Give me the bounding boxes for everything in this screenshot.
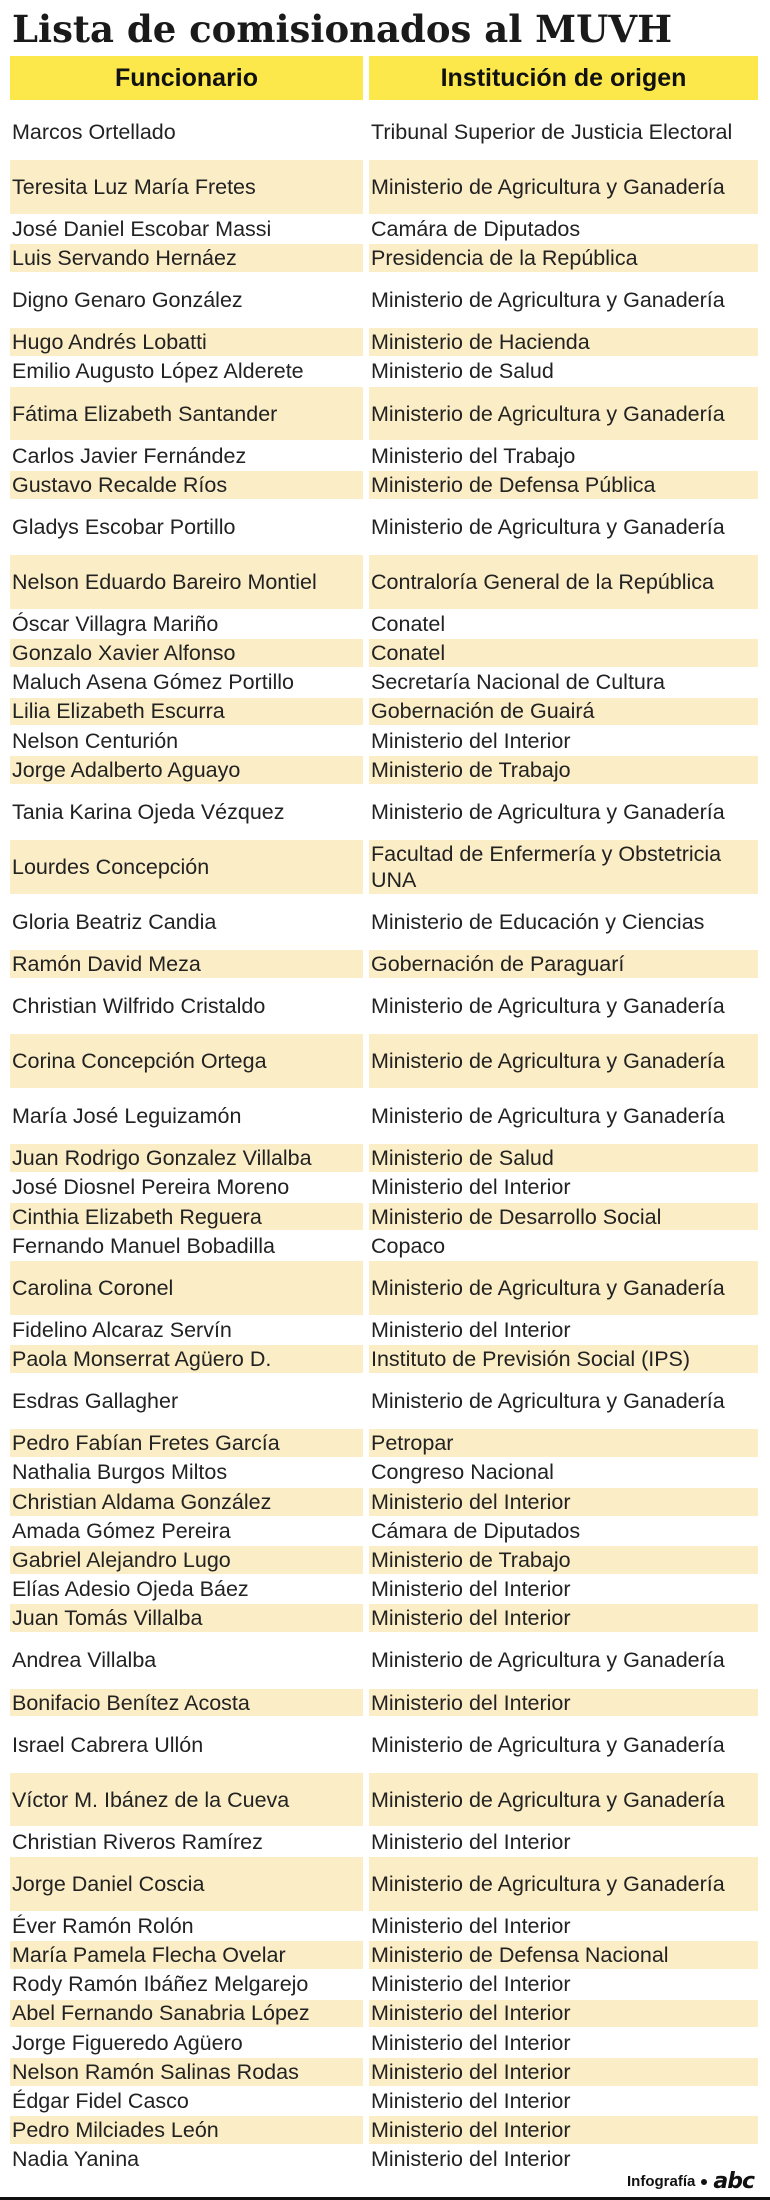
institution-cell: Conatel bbox=[369, 639, 758, 667]
official-name-cell: Ramón David Meza bbox=[10, 950, 363, 978]
table-row bbox=[10, 1604, 758, 1632]
table-row bbox=[10, 840, 758, 894]
table-header bbox=[10, 56, 758, 100]
table-row bbox=[10, 1203, 758, 1231]
table-row bbox=[10, 1173, 758, 1201]
official-name-cell: Gloria Beatriz Candia bbox=[12, 909, 217, 934]
table-row bbox=[10, 555, 758, 609]
table-row bbox=[10, 1689, 758, 1717]
official-name-cell: Emilio Augusto López Alderete bbox=[12, 359, 304, 384]
official-name-cell: Maluch Asena Gómez Portillo bbox=[12, 670, 295, 695]
table-row bbox=[10, 1261, 758, 1315]
official-name-cell: José Daniel Escobar Massi bbox=[12, 216, 272, 241]
institution-cell: Ministerio de Salud bbox=[371, 359, 554, 384]
institution-cell: Ministerio de Agricultura y Ganadería bbox=[369, 1773, 758, 1827]
institution-cell: Ministerio de Agricultura y Ganadería bbox=[369, 1857, 758, 1911]
official-name-cell: Israel Cabrera Ullón bbox=[12, 1732, 204, 1757]
table-row bbox=[10, 273, 758, 327]
table-row bbox=[10, 1374, 758, 1428]
institution-cell: Ministerio del Interior bbox=[371, 1913, 571, 1938]
table-row bbox=[10, 727, 758, 755]
institution-cell: Ministerio de Agricultura y Ganadería bbox=[371, 514, 725, 539]
institution-cell: Ministerio de Agricultura y Ganadería bbox=[371, 288, 725, 313]
official-name-cell: Pedro Fabían Fretes García bbox=[10, 1429, 363, 1457]
column-header-official: Funcionario bbox=[10, 56, 363, 100]
institution-cell: Ministerio del Trabajo bbox=[371, 443, 576, 468]
table-row bbox=[10, 2029, 758, 2057]
table-row bbox=[10, 2116, 758, 2144]
institution-cell: Ministerio de Agricultura y Ganadería bbox=[371, 994, 725, 1019]
abc-logo: abc bbox=[713, 2169, 754, 2194]
table-row bbox=[10, 668, 758, 696]
institution-cell: Contraloría General de la República bbox=[369, 555, 758, 609]
institution-cell: Camára de Diputados bbox=[371, 216, 581, 241]
official-name-cell: Juan Rodrigo Gonzalez Villalba bbox=[10, 1144, 363, 1172]
table-row bbox=[10, 610, 758, 638]
official-name-cell: Gladys Escobar Portillo bbox=[12, 514, 236, 539]
institution-cell: Ministerio de Agricultura y Ganadería bbox=[371, 1732, 725, 1757]
table-row bbox=[10, 442, 758, 470]
official-name-cell: Rody Ramón Ibáñez Melgarejo bbox=[12, 1972, 309, 1997]
official-name-cell: Marcos Ortellado bbox=[12, 119, 176, 144]
table-row bbox=[10, 160, 758, 214]
table-row bbox=[10, 1089, 758, 1143]
institution-cell: Ministerio de Trabajo bbox=[369, 756, 758, 784]
official-name-cell: Christian Riveros Ramírez bbox=[12, 1829, 263, 1854]
table-row bbox=[10, 1034, 758, 1088]
table-row bbox=[10, 387, 758, 441]
table-row bbox=[10, 950, 758, 978]
column-header-institution: Institución de origen bbox=[369, 56, 758, 100]
official-name-cell: Amada Gómez Pereira bbox=[12, 1518, 231, 1543]
institution-cell: Ministerio de Defensa Nacional bbox=[369, 1941, 758, 1969]
table-row bbox=[10, 1575, 758, 1603]
official-name-cell: Corina Concepción Ortega bbox=[10, 1034, 363, 1088]
official-name-cell: Elías Adesio Ojeda Báez bbox=[12, 1577, 249, 1602]
institution-cell: Ministerio del Interior bbox=[369, 1488, 758, 1516]
official-name-cell: Hugo Andrés Lobatti bbox=[10, 328, 363, 356]
institution-cell: Ministerio de Educación y Ciencias bbox=[371, 909, 705, 934]
institution-cell: Ministerio de Agricultura y Ganadería bbox=[371, 1104, 725, 1129]
official-name-cell: Carlos Javier Fernández bbox=[12, 443, 247, 468]
table-row bbox=[10, 328, 758, 356]
table-row bbox=[10, 1941, 758, 1969]
institution-cell: Presidencia de la República bbox=[369, 244, 758, 272]
official-name-cell: Andrea Villalba bbox=[12, 1648, 157, 1673]
institution-cell: Facultad de Enfermería y Obstetricia UNA bbox=[369, 840, 758, 894]
table-row bbox=[10, 1345, 758, 1373]
institution-cell: Ministerio del Interior bbox=[371, 2030, 571, 2055]
page-title: Lista de comisionados al MUVH bbox=[12, 7, 673, 51]
official-name-cell: Nelson Eduardo Bareiro Montiel bbox=[10, 555, 363, 609]
institution-cell: Ministerio de Trabajo bbox=[369, 1546, 758, 1574]
official-name-cell: Óscar Villagra Mariño bbox=[12, 611, 219, 636]
institution-cell: Ministerio de Agricultura y Ganadería bbox=[371, 1389, 725, 1414]
official-name-cell: Nelson Centurión bbox=[12, 728, 179, 753]
table-row bbox=[10, 2058, 758, 2086]
institution-cell: Congreso Nacional bbox=[371, 1460, 554, 1485]
institution-cell: Copaco bbox=[371, 1233, 446, 1258]
institution-cell: Ministerio de Hacienda bbox=[369, 328, 758, 356]
table-row bbox=[10, 1144, 758, 1172]
institution-cell: Ministerio del Interior bbox=[369, 1689, 758, 1717]
official-name-cell: Éver Ramón Rolón bbox=[12, 1913, 194, 1938]
table-row bbox=[10, 1718, 758, 1772]
table-row bbox=[10, 244, 758, 272]
table-row bbox=[10, 105, 758, 159]
institution-cell: Ministerio de Desarrollo Social bbox=[369, 1203, 758, 1231]
table-row bbox=[10, 1970, 758, 1998]
table-row bbox=[10, 639, 758, 667]
institution-cell: Gobernación de Paraguarí bbox=[369, 950, 758, 978]
table-row bbox=[10, 979, 758, 1033]
institution-cell: Ministerio de Agricultura y Ganadería bbox=[369, 387, 758, 441]
table-row bbox=[10, 1634, 758, 1688]
table-row bbox=[10, 2000, 758, 2028]
official-name-cell: Nelson Ramón Salinas Rodas bbox=[10, 2058, 363, 2086]
official-name-cell: Teresita Luz María Fretes bbox=[10, 160, 363, 214]
official-name-cell: José Diosnel Pereira Moreno bbox=[12, 1175, 290, 1200]
table-row bbox=[10, 1459, 758, 1487]
institution-cell: Ministerio del Interior bbox=[371, 1829, 571, 1854]
institution-cell: Ministerio de Agricultura y Ganadería bbox=[369, 1261, 758, 1315]
official-name-cell: Esdras Gallagher bbox=[12, 1389, 179, 1414]
official-name-cell: Jorge Daniel Coscia bbox=[10, 1857, 363, 1911]
official-name-cell: Juan Tomás Villalba bbox=[10, 1604, 363, 1632]
table-row bbox=[10, 785, 758, 839]
table-row bbox=[10, 215, 758, 243]
table-row bbox=[10, 1517, 758, 1545]
institution-cell: Ministerio de Agricultura y Ganadería bbox=[369, 1034, 758, 1088]
institution-cell: Ministerio del Interior bbox=[371, 1175, 571, 1200]
official-name-cell: Jorge Adalberto Aguayo bbox=[10, 756, 363, 784]
table-row bbox=[10, 1232, 758, 1260]
table-row bbox=[10, 895, 758, 949]
official-name-cell: Nadia Yanina bbox=[12, 2147, 140, 2172]
institution-cell: Tribunal Superior de Justicia Electoral bbox=[371, 119, 733, 144]
institution-cell: Ministerio del Interior bbox=[369, 2058, 758, 2086]
official-name-cell: Pedro Milciades León bbox=[10, 2116, 363, 2144]
institution-cell: Ministerio de Agricultura y Ganadería bbox=[371, 799, 725, 824]
official-name-cell: Gustavo Recalde Ríos bbox=[10, 471, 363, 499]
institution-cell: Ministerio del Interior bbox=[371, 1972, 571, 1997]
institution-cell: Ministerio de Defensa Pública bbox=[369, 471, 758, 499]
institution-cell: Instituto de Previsión Social (IPS) bbox=[369, 1345, 758, 1373]
table-row bbox=[10, 756, 758, 784]
institution-cell: Ministerio de Agricultura y Ganadería bbox=[371, 1648, 725, 1673]
official-name-cell: Fernando Manuel Bobadilla bbox=[12, 1233, 275, 1258]
table-row bbox=[10, 1488, 758, 1516]
institution-cell: Secretaría Nacional de Cultura bbox=[371, 670, 665, 695]
table-row bbox=[10, 1857, 758, 1911]
institution-cell: Ministerio del Interior bbox=[371, 728, 571, 753]
official-name-cell: María Pamela Flecha Ovelar bbox=[10, 1941, 363, 1969]
official-name-cell: Fidelino Alcaraz Servín bbox=[12, 1317, 232, 1342]
institution-cell: Gobernación de Guairá bbox=[369, 698, 758, 726]
official-name-cell: Christian Aldama González bbox=[10, 1488, 363, 1516]
table-row bbox=[10, 1546, 758, 1574]
footer-credit bbox=[627, 2169, 754, 2194]
institution-cell: Conatel bbox=[371, 611, 446, 636]
official-name-cell: Lourdes Concepción bbox=[10, 840, 363, 894]
table-row bbox=[10, 500, 758, 554]
table-row bbox=[10, 1828, 758, 1856]
officials-table bbox=[10, 105, 758, 2175]
official-name-cell: María José Leguizamón bbox=[12, 1104, 242, 1129]
institution-cell: Ministerio de Agricultura y Ganadería bbox=[369, 160, 758, 214]
official-name-cell: Bonifacio Benítez Acosta bbox=[10, 1689, 363, 1717]
institution-cell: Ministerio del Interior bbox=[369, 2000, 758, 2028]
official-name-cell: Abel Fernando Sanabria López bbox=[10, 2000, 363, 2028]
institution-cell: Cámara de Diputados bbox=[371, 1518, 581, 1543]
official-name-cell: Carolina Coronel bbox=[10, 1261, 363, 1315]
table-row bbox=[10, 698, 758, 726]
official-name-cell: Luis Servando Hernáez bbox=[10, 244, 363, 272]
official-name-cell: Nathalia Burgos Miltos bbox=[12, 1460, 228, 1485]
official-name-cell: Víctor M. Ibánez de la Cueva bbox=[10, 1773, 363, 1827]
credit-label: Infografía bbox=[627, 2173, 696, 2190]
official-name-cell: Fátima Elizabeth Santander bbox=[10, 387, 363, 441]
table-row bbox=[10, 471, 758, 499]
official-name-cell: Lilia Elizabeth Escurra bbox=[10, 698, 363, 726]
official-name-cell: Gonzalo Xavier Alfonso bbox=[10, 639, 363, 667]
institution-cell: Ministerio del Interior bbox=[369, 2116, 758, 2144]
institution-cell: Petropar bbox=[369, 1429, 758, 1457]
table-row bbox=[10, 1429, 758, 1457]
institution-cell: Ministerio del Interior bbox=[369, 1604, 758, 1632]
official-name-cell: Cinthia Elizabeth Reguera bbox=[10, 1203, 363, 1231]
official-name-cell: Gabriel Alejandro Lugo bbox=[10, 1546, 363, 1574]
table-row bbox=[10, 1316, 758, 1344]
institution-cell: Ministerio de Salud bbox=[369, 1144, 758, 1172]
table-row bbox=[10, 1912, 758, 1940]
official-name-cell: Digno Genaro González bbox=[12, 288, 243, 313]
table-row bbox=[10, 2087, 758, 2115]
official-name-cell: Tania Karina Ojeda Vézquez bbox=[12, 799, 285, 824]
table-row bbox=[10, 1773, 758, 1827]
table-row bbox=[10, 358, 758, 386]
official-name-cell: Jorge Figueredo Agüero bbox=[12, 2030, 243, 2055]
separator-dot bbox=[701, 2179, 707, 2185]
institution-cell: Ministerio del Interior bbox=[371, 1577, 571, 1602]
official-name-cell: Christian Wilfrido Cristaldo bbox=[12, 994, 266, 1019]
institution-cell: Ministerio del Interior bbox=[371, 1317, 571, 1342]
institution-cell: Ministerio del Interior bbox=[371, 2088, 571, 2113]
official-name-cell: Paola Monserrat Agüero D. bbox=[10, 1345, 363, 1373]
institution-cell: Ministerio del Interior bbox=[371, 2147, 571, 2172]
official-name-cell: Édgar Fidel Casco bbox=[12, 2088, 189, 2113]
